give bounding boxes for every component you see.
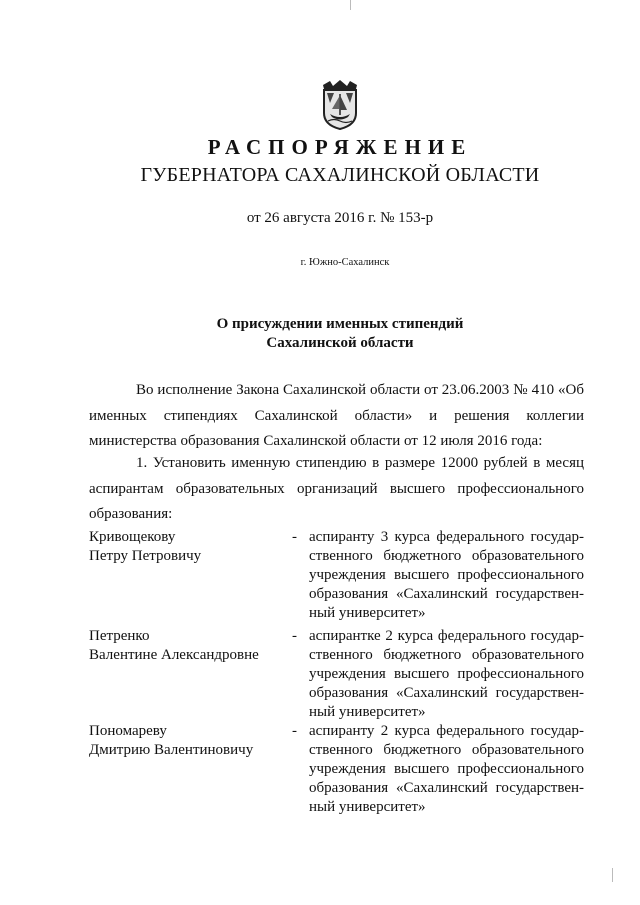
recipient-name	[89, 627, 289, 665]
document-type-title: РАСПОРЯЖЕНИЕ	[207, 135, 473, 159]
recipient-description: аспирантке 2 курса федерального государ-ственного бюджетного образовательного учреждения высшего профессионального образования «Сахалинский государствен-ный университет»	[309, 628, 584, 720]
scan-mark	[612, 868, 613, 882]
subject-line: О присуждении именных стипендий	[216, 316, 464, 332]
recipient-entry	[89, 722, 589, 822]
recipient-description: аспиранту 2 курса федерального государ-ственного бюджетного образовательного учреждения высшего профессионального образования «Сахалинский государствен-ный университет»	[309, 723, 584, 815]
recipient-surname: Пономареву	[89, 723, 167, 739]
issuer-title: ГУБЕРНАТОРА САХАЛИНСКОЙ ОБЛАСТИ	[140, 164, 540, 186]
document-subject	[0, 315, 640, 353]
entry-dash: -	[292, 723, 297, 739]
recipient-surname: Петренко	[89, 628, 150, 644]
recipient-entry	[89, 528, 589, 628]
recipient-description: аспиранту 3 курса федерального государ-ственного бюджетного образовательного учреждения высшего профессионального образования «Сахалинский государствен-ный университет»	[309, 529, 584, 621]
city-of-issue: г. Южно-Сахалинск	[300, 257, 390, 268]
item-1-paragraph: 1. Установить именную стипендию в размере 12000 рублей в месяц аспирантам образовательных организаций высшего профессионального образования:	[89, 455, 584, 522]
recipient-name	[89, 722, 289, 760]
subject-line: Сахалинской области	[266, 335, 414, 351]
recipient-given-names: Валентине Александровне	[89, 647, 259, 663]
preamble-paragraph: Во исполнение Закона Сахалинской области от 23.06.2003 № 410 «Об именных стипендиях Сахалинской области» и решения коллегии министерства образования Сахалинской области от 12 июля 2016 года:	[89, 382, 584, 449]
entry-dash: -	[292, 529, 297, 545]
recipient-given-names: Дмитрию Валентиновичу	[89, 742, 254, 758]
scan-mark	[350, 0, 351, 10]
date-and-number: от 26 августа 2016 г. № 153-р	[246, 210, 434, 226]
entry-dash: -	[292, 628, 297, 644]
recipient-surname: Кривощекову	[89, 529, 176, 545]
coat-of-arms-icon	[320, 77, 360, 131]
recipient-entry	[89, 627, 589, 727]
recipient-name	[89, 528, 289, 566]
recipient-given-names: Петру Петровичу	[89, 548, 202, 564]
